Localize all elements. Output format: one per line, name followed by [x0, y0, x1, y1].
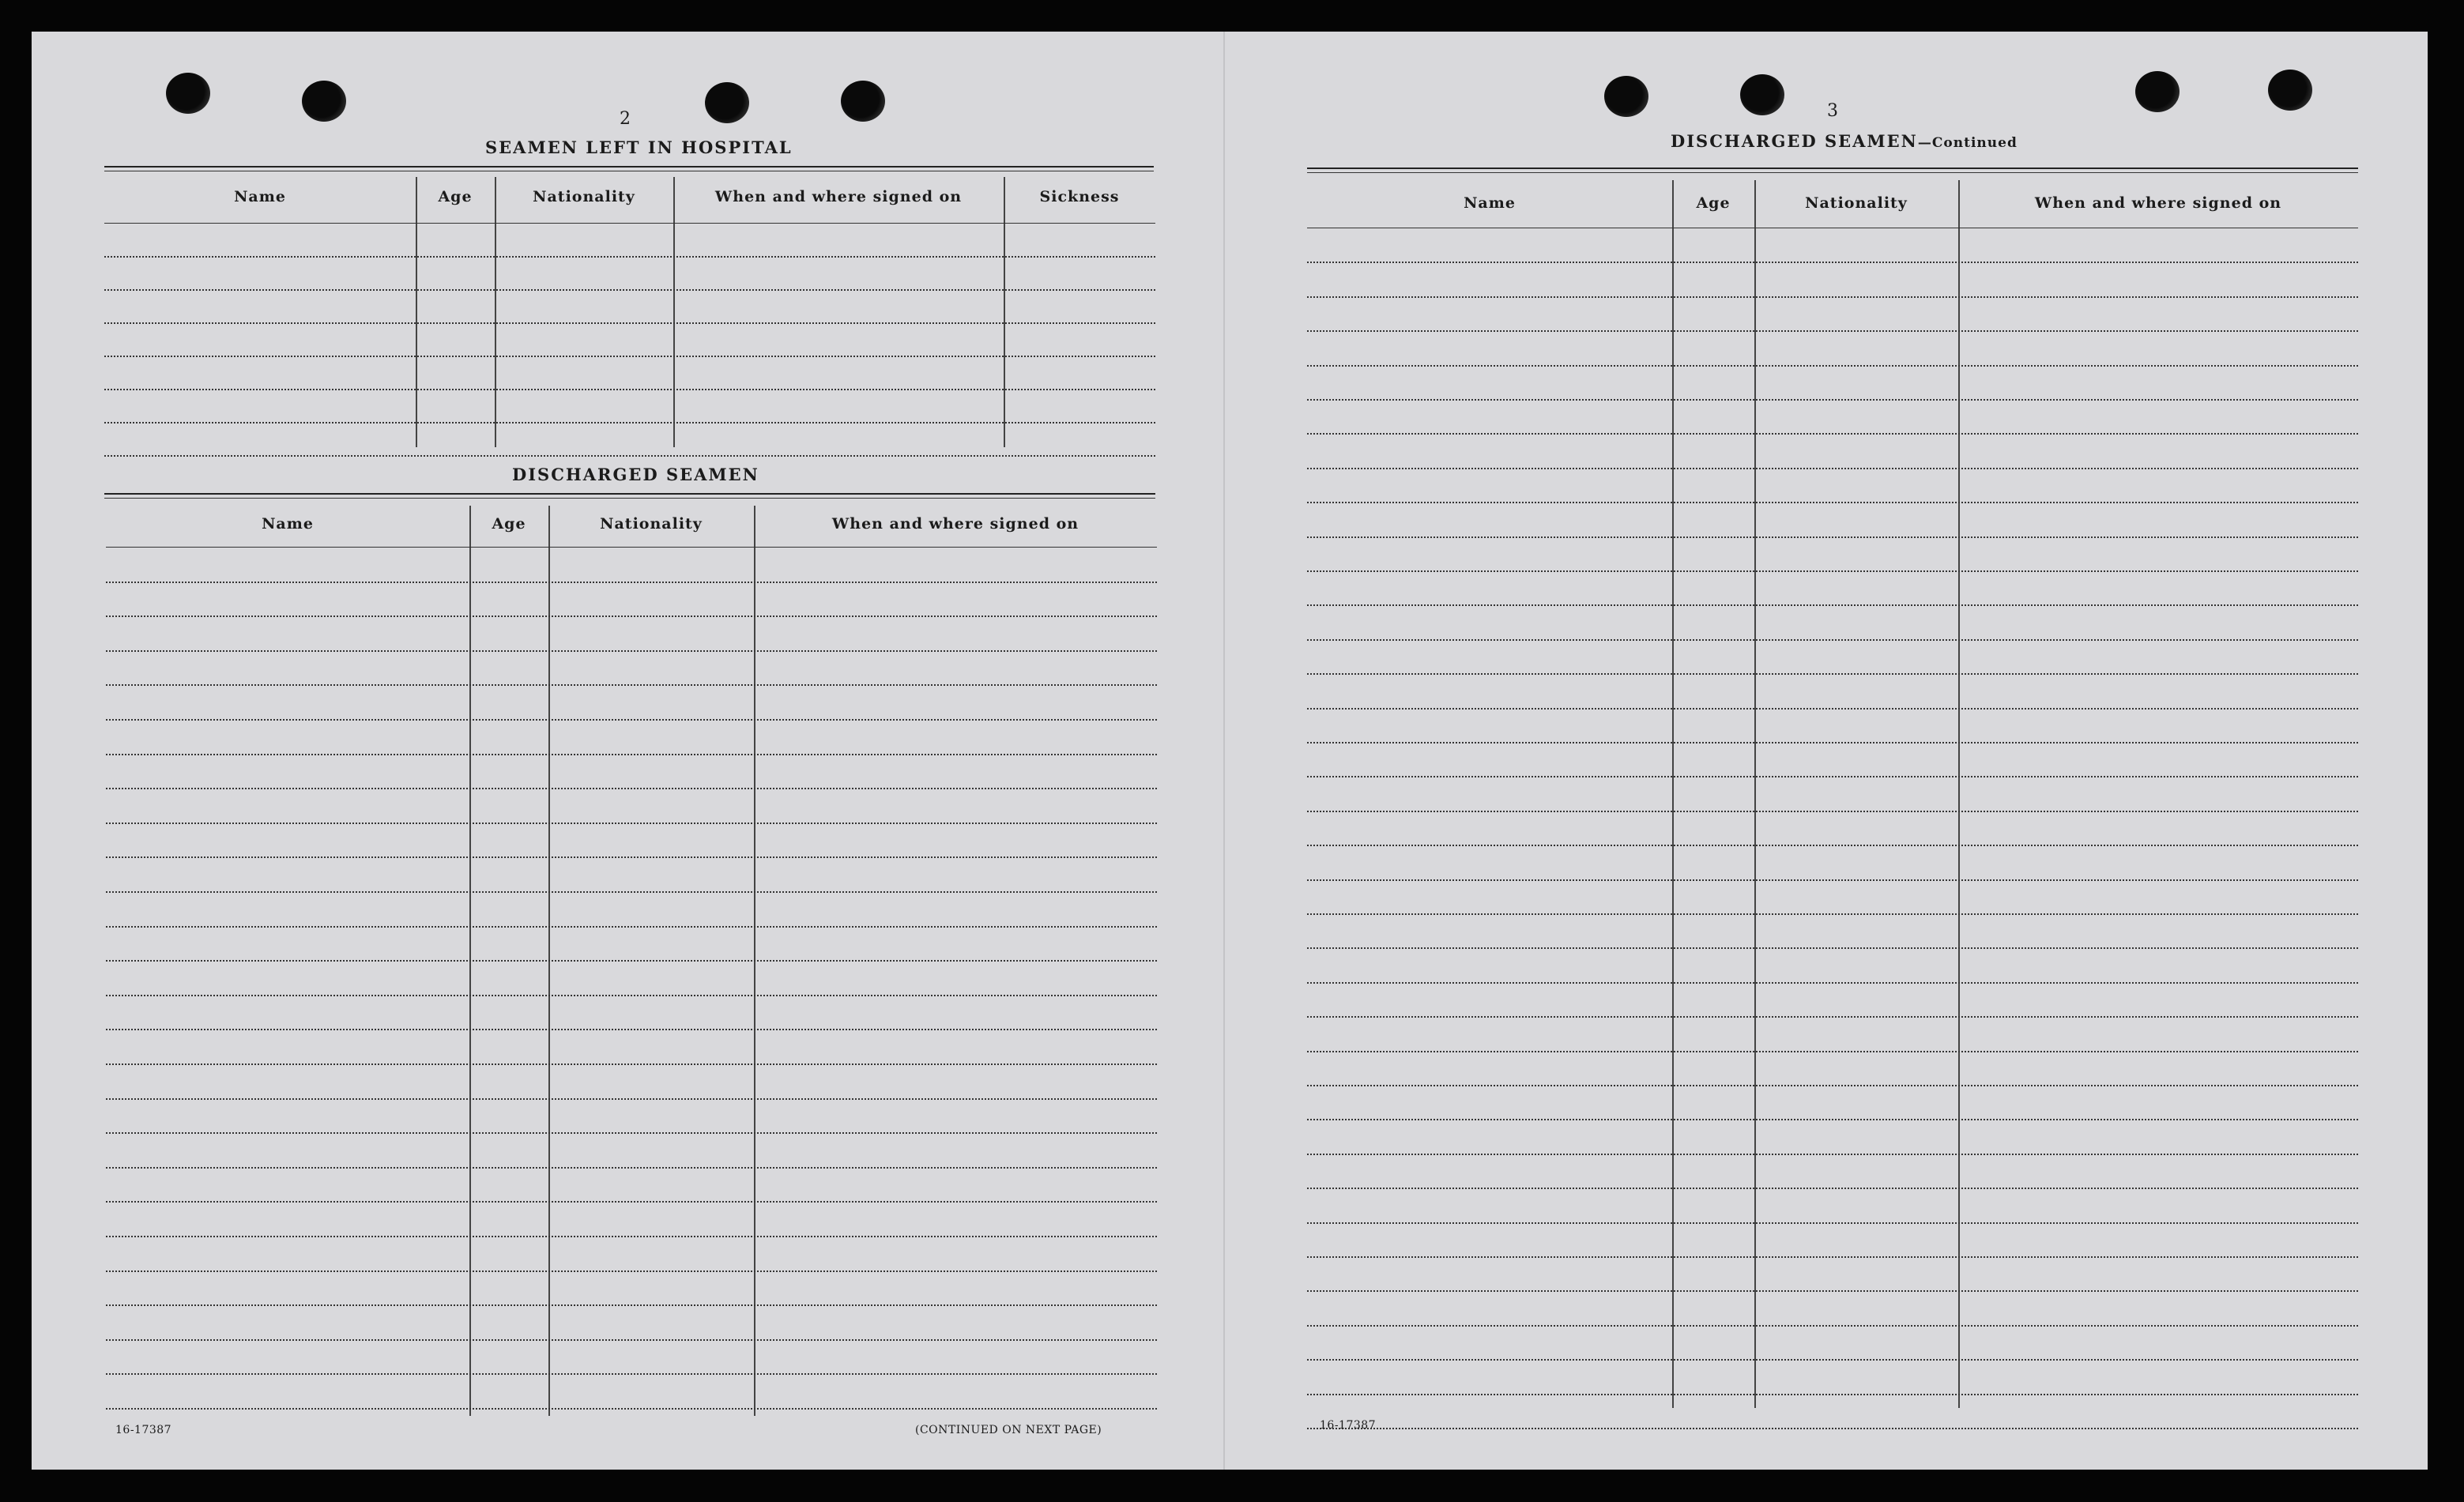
- table-row: [1307, 296, 2358, 298]
- table-row: [1307, 1222, 2358, 1224]
- page-number: 2: [620, 109, 631, 129]
- table-row: [1307, 570, 2358, 572]
- table-row: [1307, 604, 2358, 606]
- continued-section-title: [1671, 131, 2018, 151]
- table-row: [1307, 879, 2358, 881]
- discharged-section-title: DISCHARGED SEAMEN: [512, 465, 759, 484]
- table-row: [1307, 845, 2358, 846]
- table-row: [1307, 742, 2358, 743]
- table-row: [1307, 1085, 2358, 1086]
- table-row: [1307, 947, 2358, 949]
- table-row: [1307, 1290, 2358, 1292]
- table-row: [1307, 1394, 2358, 1395]
- column-header: Age: [492, 515, 526, 533]
- column-header: Name: [262, 515, 314, 533]
- table-row: [1307, 1119, 2358, 1120]
- table-row: [1307, 1428, 2358, 1429]
- table-row: [1307, 330, 2358, 332]
- column-header: Nationality: [600, 515, 703, 533]
- column-header: Nationality: [1805, 194, 1908, 212]
- form-number: 16-17387: [1320, 1419, 1377, 1432]
- column-header: When and where signed on: [2034, 194, 2282, 212]
- continued-title-suffix: —Continued: [1917, 135, 2018, 151]
- table-row: [1307, 913, 2358, 915]
- table-row: [1307, 1051, 2358, 1052]
- continued-note: (CONTINUED ON NEXT PAGE): [915, 1424, 1102, 1436]
- table-row: [1307, 1154, 2358, 1155]
- column-header: Age: [1696, 194, 1731, 212]
- table-row: [1307, 811, 2358, 812]
- table-row: [1307, 982, 2358, 984]
- table-row: [1307, 1359, 2358, 1361]
- table-row: [1307, 262, 2358, 263]
- table-row: [1307, 776, 2358, 777]
- table-row: [1307, 433, 2358, 435]
- table-row: [1307, 1016, 2358, 1018]
- column-header: Name: [1464, 194, 1516, 212]
- column-header: Age: [438, 188, 473, 205]
- page-number: 3: [1827, 101, 1839, 121]
- table-row: [1307, 1256, 2358, 1258]
- table-row: [1307, 399, 2358, 401]
- continued-title-rule: [1307, 168, 2358, 169]
- continued-title-main: DISCHARGED SEAMEN: [1671, 131, 1918, 151]
- hospital-section-title: SEAMEN LEFT IN HOSPITAL: [485, 137, 793, 157]
- form-number: 16-17387: [115, 1424, 172, 1436]
- table-row: [1307, 673, 2358, 675]
- column-header: Name: [234, 188, 286, 205]
- table-row: [1307, 468, 2358, 469]
- table-row: [1307, 365, 2358, 367]
- table-row: [1307, 639, 2358, 641]
- table-row: [1307, 1325, 2358, 1327]
- table-row: [1307, 1188, 2358, 1189]
- table-row: [1307, 536, 2358, 538]
- column-header: When and where signed on: [714, 188, 963, 205]
- table-row: [1307, 502, 2358, 503]
- column-header: Sickness: [1039, 188, 1120, 205]
- column-header: Nationality: [533, 188, 635, 205]
- column-header: When and where signed on: [831, 515, 1079, 533]
- table-row: [1307, 708, 2358, 710]
